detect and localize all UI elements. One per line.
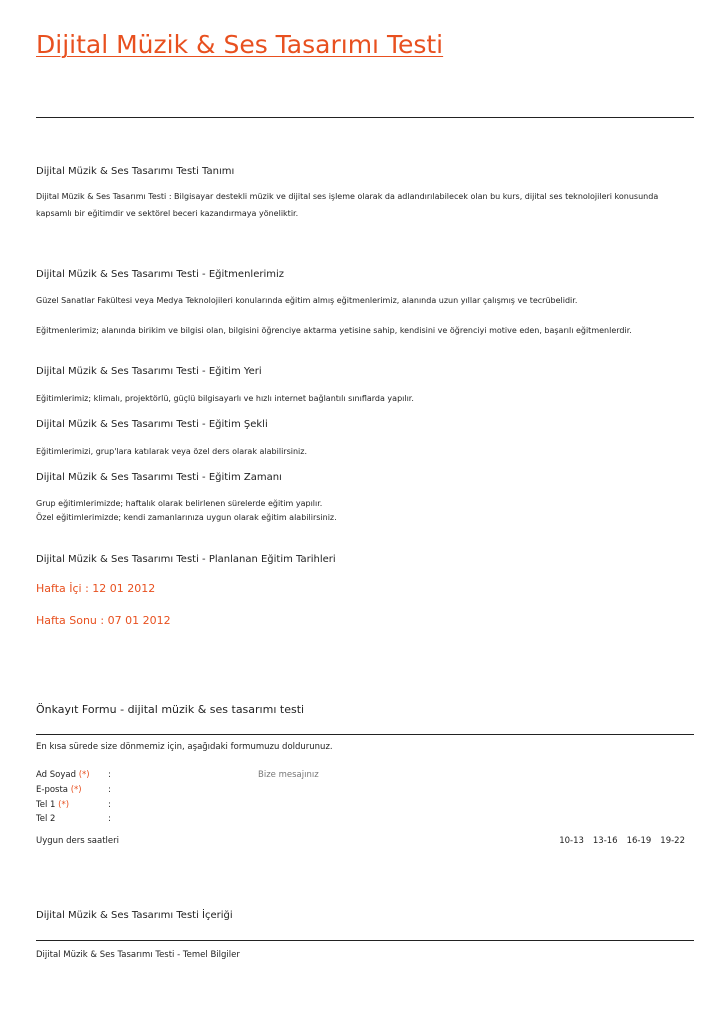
- form-intro: En kısa sürede size dönmemiz için, aşağıdaki formumuzu doldurunuz.: [36, 742, 333, 752]
- slot-16-19[interactable]: 16-19: [626, 836, 652, 846]
- icerik-item: Dijital Müzik & Ses Tasarımı Testi - Temel Bilgiler: [36, 950, 240, 960]
- tel2-input[interactable]: [108, 814, 238, 826]
- slot-19-22[interactable]: 19-22: [660, 836, 685, 846]
- eposta-input[interactable]: [108, 785, 238, 797]
- egitmenler-text-1: Güzel Sanatlar Fakültesi veya Medya Teknolojileri konularında eğitim almış eğitmenlerimiz, alanında uzun yıllar çalışmış ve tecrübelidir.: [36, 296, 578, 305]
- form-divider: [36, 734, 694, 735]
- colon: :: [108, 770, 111, 780]
- eposta-label: [36, 785, 82, 795]
- title-divider: [36, 117, 694, 118]
- egitmenler-heading: Dijital Müzik & Ses Tasarımı Testi - Eğitmenlerimiz: [36, 269, 284, 280]
- tel1-label-text: Tel 1: [36, 800, 56, 810]
- tel1-input[interactable]: [108, 800, 238, 812]
- colon: :: [108, 814, 111, 824]
- colon: :: [108, 800, 111, 810]
- hafta-sonu-date: Hafta Sonu : 07 01 2012: [36, 614, 171, 627]
- icerik-divider: [36, 940, 694, 941]
- ad-soyad-label: [36, 770, 90, 780]
- sekil-heading: Dijital Müzik & Ses Tasarımı Testi - Eğitim Şekli: [36, 419, 268, 430]
- sekil-text: Eğitimlerimizi, grup'lara katılarak veya özel ders olarak alabilirsiniz.: [36, 447, 307, 456]
- tarihler-heading: Dijital Müzik & Ses Tasarımı Testi - Planlanan Eğitim Tarihleri: [36, 554, 336, 565]
- egitmenler-text-2: Eğitmenlerimiz; alanında birikim ve bilgisi olan, bilgisini öğrenciye aktarma yetisine sahip, kendisini ve öğrenciyi motive eden, başarılı eğitmenlerdir.: [36, 326, 632, 335]
- yer-heading: Dijital Müzik & Ses Tasarımı Testi - Eğitim Yeri: [36, 366, 262, 377]
- eposta-label-text: E-posta: [36, 785, 69, 795]
- slot-13-16[interactable]: 13-16: [592, 836, 618, 846]
- required-mark: (*): [70, 785, 82, 795]
- page-title[interactable]: Dijital Müzik & Ses Tasarımı Testi: [36, 30, 444, 59]
- zaman-heading: Dijital Müzik & Ses Tasarımı Testi - Eğitim Zamanı: [36, 472, 282, 483]
- tel2-label: [36, 814, 55, 824]
- hafta-ici-date: Hafta İçi : 12 01 2012: [36, 582, 156, 595]
- form-heading: Önkayıt Formu - dijital müzik & ses tasarımı testi: [36, 703, 305, 716]
- tanim-heading: Dijital Müzik & Ses Tasarımı Testi Tanımı: [36, 166, 235, 177]
- ad-soyad-label-text: Ad Soyad: [36, 770, 76, 780]
- slot-10-13[interactable]: 10-13: [559, 836, 584, 846]
- message-textarea[interactable]: Bize mesajınız: [258, 770, 319, 780]
- icerik-heading: Dijital Müzik & Ses Tasarımı Testi İçeriği: [36, 910, 233, 921]
- tel2-label-text: Tel 2: [36, 814, 56, 824]
- colon: :: [108, 785, 111, 795]
- required-mark: (*): [78, 770, 90, 780]
- zaman-line-1: Grup eğitimlerimizde; haftalık olarak belirlenen sürelerde eğitim yapılır.: [36, 499, 323, 508]
- hours-label: Uygun ders saatleri: [36, 836, 119, 846]
- tel1-label: [36, 800, 69, 810]
- ad-soyad-input[interactable]: [108, 770, 238, 782]
- zaman-line-2: Özel eğitimlerimizde; kendi zamanlarınıza uygun olarak eğitim alabilirsiniz.: [36, 513, 337, 522]
- zaman-text: [36, 497, 686, 525]
- yer-text: Eğitimlerimiz; klimalı, projektörlü, güçlü bilgisayarlı ve hızlı internet bağlantılı sınıflarda yapılır.: [36, 394, 414, 403]
- hours-options: [550, 836, 685, 846]
- required-mark: (*): [58, 800, 70, 810]
- tanim-text: Dijital Müzik & Ses Tasarımı Testi : Bilgisayar destekli müzik ve dijital ses işleme olarak da adlandırılabilecek olan bu kurs, dijital ses teknolojileri konusunda kapsamlı bir eğitimdir ve sektörel beceri kazandırmaya yöneliktir.: [36, 192, 659, 218]
